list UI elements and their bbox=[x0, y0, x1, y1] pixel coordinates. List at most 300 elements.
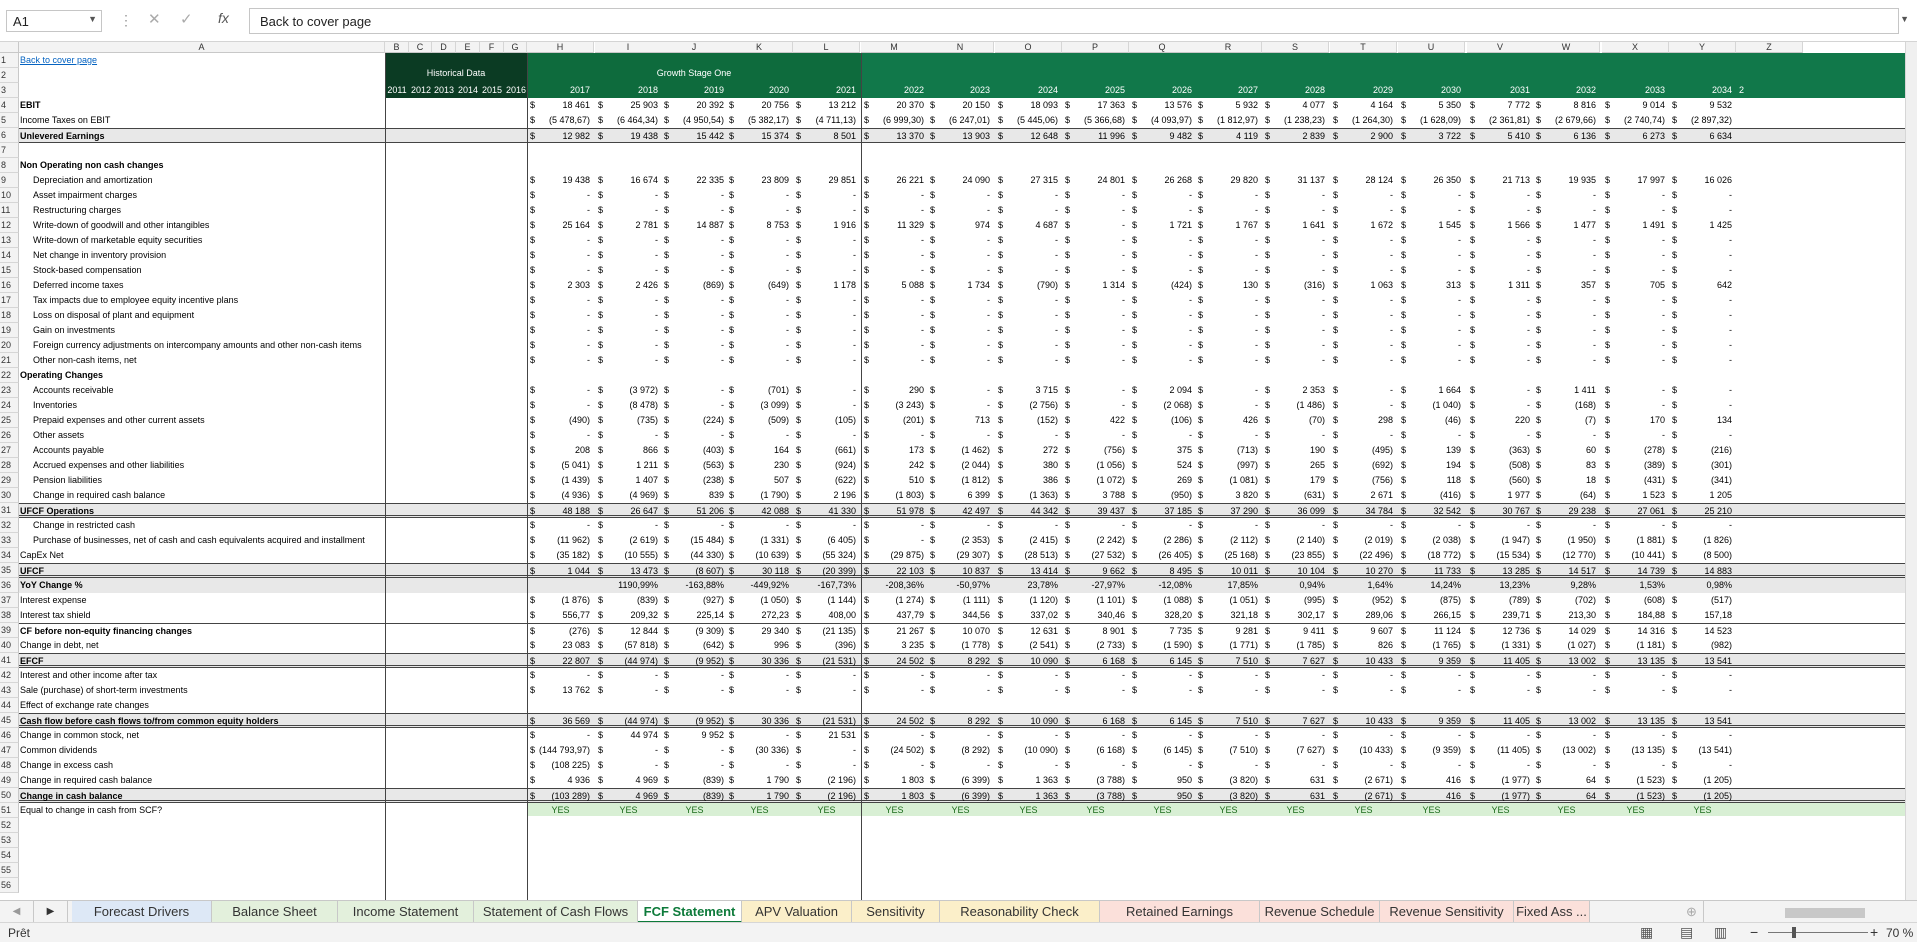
value-cell[interactable]: (1 363) bbox=[1029, 490, 1058, 500]
value-cell[interactable]: 1 211 bbox=[636, 460, 658, 470]
value-cell[interactable]: - bbox=[1458, 325, 1461, 335]
value-cell[interactable]: 83 bbox=[1585, 460, 1596, 470]
value-cell[interactable]: - bbox=[786, 340, 789, 350]
value-cell[interactable]: -12,08% bbox=[1158, 580, 1192, 590]
sheet-tab[interactable]: Balance Sheet bbox=[212, 901, 338, 923]
value-cell[interactable]: - bbox=[1055, 760, 1058, 770]
row-number[interactable]: 34 bbox=[0, 548, 19, 563]
value-cell[interactable]: (1 523) bbox=[1636, 791, 1665, 801]
value-cell[interactable]: 4 969 bbox=[635, 791, 658, 801]
sheet-tab[interactable]: APV Valuation bbox=[742, 901, 852, 923]
value-cell[interactable]: (924) bbox=[834, 460, 856, 470]
value-cell[interactable]: - bbox=[1255, 520, 1258, 530]
column-header-y[interactable]: Y bbox=[1669, 42, 1736, 53]
value-cell[interactable]: 157,18 bbox=[1704, 610, 1732, 620]
value-cell[interactable]: (9 952) bbox=[695, 656, 724, 666]
value-cell[interactable]: - bbox=[1390, 205, 1393, 215]
value-cell[interactable]: 10 070 bbox=[962, 626, 990, 636]
value-cell[interactable]: - bbox=[1122, 340, 1125, 350]
value-cell[interactable]: (508) bbox=[1508, 460, 1530, 470]
value-cell[interactable]: - bbox=[1527, 340, 1530, 350]
value-cell[interactable]: - bbox=[1255, 250, 1258, 260]
page-layout-icon[interactable]: ▤ bbox=[1680, 924, 1694, 940]
value-cell[interactable]: - bbox=[1055, 520, 1058, 530]
value-cell[interactable]: - bbox=[1322, 670, 1325, 680]
value-cell[interactable]: - bbox=[1255, 355, 1258, 365]
row-number[interactable]: 24 bbox=[0, 398, 19, 413]
row-number[interactable]: 33 bbox=[0, 533, 19, 548]
value-cell[interactable]: - bbox=[1593, 760, 1596, 770]
value-cell[interactable]: 64 bbox=[1585, 775, 1596, 785]
value-cell[interactable]: 11 329 bbox=[897, 220, 924, 230]
value-cell[interactable]: 1 721 bbox=[1169, 220, 1192, 230]
value-cell[interactable]: - bbox=[1729, 730, 1732, 740]
row-number[interactable]: 7 bbox=[0, 143, 19, 158]
value-cell[interactable]: 16 674 bbox=[630, 175, 658, 185]
value-cell[interactable]: - bbox=[786, 430, 789, 440]
value-cell[interactable]: (875) bbox=[1439, 595, 1461, 605]
value-cell[interactable]: - bbox=[1255, 340, 1258, 350]
value-cell[interactable]: - bbox=[1390, 190, 1393, 200]
value-cell[interactable]: - bbox=[1055, 250, 1058, 260]
row-label[interactable]: Sale (purchase) of short-term investments bbox=[20, 685, 188, 695]
row-label[interactable]: YoY Change % bbox=[20, 580, 83, 590]
value-cell[interactable]: - bbox=[1055, 235, 1058, 245]
row-label[interactable]: Interest tax shield bbox=[20, 610, 91, 620]
value-cell[interactable]: 25 903 bbox=[630, 100, 658, 110]
value-cell[interactable]: 1 803 bbox=[901, 775, 924, 785]
value-cell[interactable]: 631 bbox=[1309, 775, 1325, 785]
row-number[interactable]: 48 bbox=[0, 758, 19, 773]
value-cell[interactable]: (4 969) bbox=[629, 490, 658, 500]
column-header-p[interactable]: P bbox=[1062, 42, 1129, 53]
value-cell[interactable]: 14 523 bbox=[1704, 626, 1732, 636]
value-cell[interactable]: 1 311 bbox=[1508, 280, 1530, 290]
value-cell[interactable]: - bbox=[1458, 310, 1461, 320]
value-cell[interactable]: 839 bbox=[708, 490, 724, 500]
value-cell[interactable]: (2 019) bbox=[1364, 535, 1393, 545]
value-cell[interactable]: (15 534) bbox=[1496, 550, 1530, 560]
value-cell[interactable]: (735) bbox=[636, 415, 658, 425]
value-cell[interactable]: - bbox=[655, 520, 658, 530]
value-cell[interactable]: (1 462) bbox=[961, 445, 990, 455]
value-cell[interactable]: - bbox=[921, 310, 924, 320]
value-cell[interactable]: (1 181) bbox=[1636, 640, 1665, 650]
value-cell[interactable]: - bbox=[1122, 235, 1125, 245]
value-cell[interactable]: 1 407 bbox=[635, 475, 658, 485]
row-label[interactable] bbox=[19, 833, 384, 848]
value-cell[interactable]: - bbox=[1322, 730, 1325, 740]
column-header-h[interactable]: H bbox=[527, 42, 594, 53]
value-cell[interactable]: 302,17 bbox=[1297, 610, 1325, 620]
value-cell[interactable]: 1 425 bbox=[1709, 220, 1732, 230]
value-cell[interactable]: - bbox=[587, 340, 590, 350]
value-cell[interactable]: - bbox=[1662, 760, 1665, 770]
value-cell[interactable]: - bbox=[1593, 250, 1596, 260]
zoom-slider[interactable] bbox=[1768, 932, 1868, 933]
value-cell[interactable]: (1 486) bbox=[1296, 400, 1325, 410]
value-cell[interactable]: - bbox=[987, 670, 990, 680]
value-cell[interactable]: - bbox=[1122, 220, 1125, 230]
value-cell[interactable]: - bbox=[1189, 310, 1192, 320]
value-cell[interactable]: 22 335 bbox=[696, 175, 724, 185]
value-cell[interactable]: 4 119 bbox=[1236, 131, 1258, 141]
value-cell[interactable]: 2 671 bbox=[1370, 490, 1393, 500]
value-cell[interactable]: - bbox=[721, 430, 724, 440]
value-cell[interactable]: 170 bbox=[1649, 415, 1665, 425]
next-sheet-icon[interactable]: ▶ bbox=[34, 901, 68, 923]
value-cell[interactable]: 1 044 bbox=[567, 566, 590, 576]
value-cell[interactable]: - bbox=[1322, 685, 1325, 695]
value-cell[interactable]: - bbox=[1458, 670, 1461, 680]
row-label[interactable]: Inventories bbox=[33, 400, 78, 410]
value-cell[interactable]: - bbox=[786, 235, 789, 245]
value-cell[interactable]: 0,94% bbox=[1299, 580, 1325, 590]
value-cell[interactable]: -208,36% bbox=[885, 580, 924, 590]
value-cell[interactable]: - bbox=[1527, 385, 1530, 395]
value-cell[interactable]: - bbox=[1390, 325, 1393, 335]
row-number[interactable]: 32 bbox=[0, 518, 19, 533]
value-cell[interactable]: 1 411 bbox=[1574, 385, 1596, 395]
value-cell[interactable]: (21 531) bbox=[822, 656, 856, 666]
value-cell[interactable]: (839) bbox=[702, 775, 724, 785]
value-cell[interactable]: - bbox=[1527, 670, 1530, 680]
value-cell[interactable]: (1 264,30) bbox=[1351, 115, 1393, 125]
row-number[interactable]: 19 bbox=[0, 323, 19, 338]
value-cell[interactable]: YES bbox=[1693, 805, 1712, 815]
row-number[interactable]: 26 bbox=[0, 428, 19, 443]
value-cell[interactable]: - bbox=[1593, 205, 1596, 215]
value-cell[interactable]: 225,14 bbox=[696, 610, 724, 620]
value-cell[interactable]: (1 274) bbox=[895, 595, 924, 605]
value-cell[interactable]: - bbox=[1593, 325, 1596, 335]
value-cell[interactable]: - bbox=[853, 265, 856, 275]
value-cell[interactable]: - bbox=[1662, 295, 1665, 305]
value-cell[interactable]: (389) bbox=[1643, 460, 1665, 470]
value-cell[interactable]: 408,00 bbox=[828, 610, 856, 620]
value-cell[interactable]: (35 182) bbox=[556, 550, 590, 560]
value-cell[interactable]: - bbox=[1527, 310, 1530, 320]
value-cell[interactable]: 23 083 bbox=[562, 640, 590, 650]
value-cell[interactable]: - bbox=[1662, 205, 1665, 215]
row-number[interactable]: 21 bbox=[0, 353, 19, 368]
horizontal-scrollbar[interactable] bbox=[1745, 901, 1905, 923]
value-cell[interactable]: 1 790 bbox=[766, 791, 789, 801]
value-cell[interactable]: (1 812) bbox=[961, 475, 990, 485]
value-cell[interactable]: (10 639) bbox=[755, 550, 789, 560]
value-cell[interactable]: (5 445,06) bbox=[1016, 115, 1058, 125]
value-cell[interactable]: 239,71 bbox=[1502, 610, 1530, 620]
value-cell[interactable]: - bbox=[853, 760, 856, 770]
value-cell[interactable]: 6 399 bbox=[967, 490, 990, 500]
value-cell[interactable]: (1 812,97) bbox=[1216, 115, 1258, 125]
value-cell[interactable]: (10 433) bbox=[1359, 745, 1393, 755]
value-cell[interactable]: (1 205) bbox=[1703, 791, 1732, 801]
sheet-tab[interactable]: Reasonability Check bbox=[940, 901, 1100, 923]
value-cell[interactable]: (839) bbox=[702, 791, 724, 801]
value-cell[interactable]: - bbox=[1458, 295, 1461, 305]
row-number[interactable]: 37 bbox=[0, 593, 19, 608]
value-cell[interactable]: - bbox=[587, 235, 590, 245]
value-cell[interactable]: - bbox=[1255, 265, 1258, 275]
value-cell[interactable]: 11 733 bbox=[1434, 566, 1461, 576]
value-cell[interactable]: 1 790 bbox=[766, 775, 789, 785]
value-cell[interactable]: 44 342 bbox=[1030, 506, 1058, 516]
value-cell[interactable]: - bbox=[987, 760, 990, 770]
value-cell[interactable]: 27 061 bbox=[1637, 506, 1665, 516]
value-cell[interactable]: 556,77 bbox=[562, 610, 590, 620]
zoom-level[interactable]: 70 % bbox=[1886, 926, 1914, 940]
column-header-m[interactable]: M bbox=[861, 42, 928, 53]
value-cell[interactable]: 17,85% bbox=[1227, 580, 1258, 590]
value-cell[interactable]: (23 855) bbox=[1291, 550, 1325, 560]
value-cell[interactable]: - bbox=[721, 685, 724, 695]
value-cell[interactable]: (4 936) bbox=[561, 490, 590, 500]
row-label[interactable]: Accrued expenses and other liabilities bbox=[33, 460, 185, 470]
value-cell[interactable]: - bbox=[1527, 295, 1530, 305]
value-cell[interactable]: (3 099) bbox=[760, 400, 789, 410]
value-cell[interactable]: 6 145 bbox=[1169, 656, 1192, 666]
value-cell[interactable]: 13 541 bbox=[1704, 656, 1732, 666]
value-cell[interactable]: - bbox=[1729, 295, 1732, 305]
value-cell[interactable]: (144 793,97) bbox=[538, 745, 590, 755]
value-cell[interactable]: (24 502) bbox=[890, 745, 924, 755]
value-cell[interactable]: 10 011 bbox=[1231, 566, 1258, 576]
value-cell[interactable]: - bbox=[921, 685, 924, 695]
value-cell[interactable]: - bbox=[587, 250, 590, 260]
sheet-tab[interactable]: Revenue Schedule bbox=[1260, 901, 1380, 923]
value-cell[interactable]: (2 756) bbox=[1029, 400, 1058, 410]
row-label[interactable]: Other non-cash items, net bbox=[33, 355, 137, 365]
row-number[interactable]: 27 bbox=[0, 443, 19, 458]
row-label[interactable]: Income Taxes on EBIT bbox=[20, 115, 111, 125]
value-cell[interactable]: - bbox=[655, 265, 658, 275]
value-cell[interactable]: - bbox=[587, 355, 590, 365]
value-cell[interactable]: (3 243) bbox=[895, 400, 924, 410]
column-header-g[interactable]: G bbox=[504, 42, 527, 53]
row-label[interactable]: Stock-based compensation bbox=[33, 265, 142, 275]
value-cell[interactable]: 19 935 bbox=[1568, 175, 1596, 185]
value-cell[interactable]: 18 bbox=[1585, 475, 1596, 485]
value-cell[interactable]: 10 090 bbox=[1030, 656, 1058, 666]
value-cell[interactable]: 30 336 bbox=[761, 656, 789, 666]
value-cell[interactable]: - bbox=[1390, 685, 1393, 695]
value-cell[interactable]: (15 484) bbox=[690, 535, 724, 545]
row-label[interactable]: Depreciation and amortization bbox=[33, 175, 153, 185]
column-header-v[interactable]: V bbox=[1467, 42, 1534, 53]
back-to-cover-link[interactable]: Back to cover page bbox=[20, 55, 98, 65]
row-number[interactable]: 47 bbox=[0, 743, 19, 758]
row-number[interactable]: 29 bbox=[0, 473, 19, 488]
value-cell[interactable]: 313 bbox=[1445, 280, 1461, 290]
value-cell[interactable]: - bbox=[1390, 265, 1393, 275]
value-cell[interactable]: (9 359) bbox=[1432, 745, 1461, 755]
value-cell[interactable]: (8 292) bbox=[961, 745, 990, 755]
row-label[interactable]: Accounts receivable bbox=[33, 385, 114, 395]
value-cell[interactable]: - bbox=[1729, 205, 1732, 215]
value-cell[interactable]: - bbox=[1593, 295, 1596, 305]
value-cell[interactable]: 48 188 bbox=[562, 506, 590, 516]
value-cell[interactable]: (608) bbox=[1643, 595, 1665, 605]
value-cell[interactable]: (3 788) bbox=[1096, 775, 1125, 785]
value-cell[interactable]: (1 111) bbox=[962, 595, 990, 605]
value-cell[interactable]: - bbox=[1390, 520, 1393, 530]
row-number[interactable]: 36 bbox=[0, 578, 19, 593]
row-label[interactable] bbox=[19, 878, 384, 893]
value-cell[interactable]: 17 997 bbox=[1637, 175, 1665, 185]
value-cell[interactable]: 30 118 bbox=[762, 566, 789, 576]
column-header-b[interactable]: B bbox=[385, 42, 409, 53]
value-cell[interactable]: - bbox=[587, 265, 590, 275]
row-label[interactable]: Unlevered Earnings bbox=[20, 131, 105, 141]
value-cell[interactable]: -163,88% bbox=[685, 580, 724, 590]
value-cell[interactable]: - bbox=[1189, 235, 1192, 245]
value-cell[interactable]: (661) bbox=[834, 445, 856, 455]
name-box[interactable] bbox=[6, 10, 102, 32]
value-cell[interactable]: 242 bbox=[908, 460, 924, 470]
value-cell[interactable]: (6 247,01) bbox=[948, 115, 990, 125]
value-cell[interactable]: YES bbox=[1354, 805, 1373, 815]
row-number[interactable]: 22 bbox=[0, 368, 19, 383]
column-header-i[interactable]: I bbox=[595, 42, 662, 53]
value-cell[interactable]: - bbox=[587, 400, 590, 410]
value-cell[interactable]: - bbox=[853, 355, 856, 365]
row-number[interactable]: 41 bbox=[0, 653, 19, 668]
value-cell[interactable]: - bbox=[655, 250, 658, 260]
value-cell[interactable]: (1 072) bbox=[1096, 475, 1125, 485]
value-cell[interactable]: (563) bbox=[702, 460, 724, 470]
value-cell[interactable]: 357 bbox=[1580, 280, 1596, 290]
value-cell[interactable]: 32 542 bbox=[1433, 506, 1461, 516]
value-cell[interactable]: 6 168 bbox=[1102, 656, 1125, 666]
value-cell[interactable]: - bbox=[921, 670, 924, 680]
value-cell[interactable]: 826 bbox=[1377, 640, 1393, 650]
value-cell[interactable]: 337,02 bbox=[1030, 610, 1058, 620]
value-cell[interactable]: 173 bbox=[908, 445, 924, 455]
value-cell[interactable]: - bbox=[786, 310, 789, 320]
value-cell[interactable]: - bbox=[1662, 190, 1665, 200]
value-cell[interactable]: - bbox=[1390, 355, 1393, 365]
value-cell[interactable]: - bbox=[587, 520, 590, 530]
value-cell[interactable]: - bbox=[1122, 190, 1125, 200]
value-cell[interactable]: 13 370 bbox=[896, 131, 924, 141]
value-cell[interactable]: (5 366,68) bbox=[1083, 115, 1125, 125]
value-cell[interactable]: - bbox=[1593, 670, 1596, 680]
chevron-down-icon[interactable]: ▼ bbox=[88, 14, 97, 24]
value-cell[interactable]: 8 292 bbox=[967, 656, 990, 666]
row-label[interactable]: Net change in inventory provision bbox=[33, 250, 167, 260]
value-cell[interactable]: - bbox=[987, 295, 990, 305]
sheet-tab[interactable]: Revenue Sensitivity bbox=[1380, 901, 1514, 923]
value-cell[interactable]: - bbox=[921, 520, 924, 530]
value-cell[interactable]: - bbox=[721, 745, 724, 755]
value-cell[interactable]: (2 671) bbox=[1364, 775, 1393, 785]
value-cell[interactable]: 2 426 bbox=[635, 280, 658, 290]
value-cell[interactable]: 4 164 bbox=[1370, 100, 1393, 110]
row-number[interactable]: 45 bbox=[0, 713, 19, 728]
value-cell[interactable]: (2 897,32) bbox=[1690, 115, 1732, 125]
value-cell[interactable]: - bbox=[1729, 520, 1732, 530]
value-cell[interactable]: (1 771) bbox=[1229, 640, 1258, 650]
value-cell[interactable]: 208 bbox=[574, 445, 590, 455]
value-cell[interactable]: 1 545 bbox=[1438, 220, 1461, 230]
value-cell[interactable]: (22 496) bbox=[1359, 550, 1393, 560]
value-cell[interactable]: (9 309) bbox=[695, 626, 724, 636]
value-cell[interactable]: - bbox=[1122, 760, 1125, 770]
column-header-k[interactable]: K bbox=[726, 42, 793, 53]
value-cell[interactable]: - bbox=[655, 685, 658, 695]
value-cell[interactable]: - bbox=[1189, 670, 1192, 680]
value-cell[interactable]: 13 762 bbox=[562, 685, 590, 695]
value-cell[interactable]: (2 619) bbox=[629, 535, 658, 545]
value-cell[interactable]: - bbox=[987, 235, 990, 245]
row-number[interactable]: 55 bbox=[0, 863, 19, 878]
value-cell[interactable]: - bbox=[921, 235, 924, 245]
value-cell[interactable]: (5 041) bbox=[561, 460, 590, 470]
value-cell[interactable]: (1 977) bbox=[1501, 775, 1530, 785]
value-cell[interactable]: - bbox=[587, 385, 590, 395]
value-cell[interactable]: (108 225) bbox=[551, 760, 590, 770]
value-cell[interactable]: (2 740,74) bbox=[1623, 115, 1665, 125]
value-cell[interactable]: (6 399) bbox=[961, 775, 990, 785]
value-cell[interactable] bbox=[527, 578, 594, 593]
value-cell[interactable]: - bbox=[1255, 400, 1258, 410]
row-number[interactable]: 31 bbox=[0, 503, 19, 518]
value-cell[interactable]: 272,23 bbox=[761, 610, 789, 620]
value-cell[interactable]: 14 739 bbox=[1637, 566, 1665, 576]
value-cell[interactable]: (278) bbox=[1643, 445, 1665, 455]
column-header-n[interactable]: N bbox=[927, 42, 994, 53]
value-cell[interactable]: - bbox=[853, 250, 856, 260]
value-cell[interactable]: (997) bbox=[1236, 460, 1258, 470]
column-header-j[interactable]: J bbox=[661, 42, 728, 53]
column-header-f[interactable]: F bbox=[480, 42, 504, 53]
value-cell[interactable]: (11 405) bbox=[1497, 745, 1530, 755]
prev-sheet-icon[interactable]: ◀ bbox=[0, 901, 34, 923]
value-cell[interactable]: - bbox=[853, 340, 856, 350]
value-cell[interactable]: - bbox=[1458, 520, 1461, 530]
row-label[interactable]: Other assets bbox=[33, 430, 85, 440]
value-cell[interactable]: (1 590) bbox=[1163, 640, 1192, 650]
value-cell[interactable]: - bbox=[1527, 325, 1530, 335]
value-cell[interactable]: - bbox=[655, 745, 658, 755]
row-number[interactable]: 6 bbox=[0, 128, 19, 143]
value-cell[interactable]: 2 839 bbox=[1302, 131, 1325, 141]
value-cell[interactable]: - bbox=[1729, 760, 1732, 770]
value-cell[interactable]: - bbox=[786, 250, 789, 260]
value-cell[interactable]: 344,56 bbox=[962, 610, 990, 620]
row-label[interactable] bbox=[19, 848, 384, 863]
value-cell[interactable]: - bbox=[1458, 205, 1461, 215]
value-cell[interactable]: - bbox=[1189, 355, 1192, 365]
value-cell[interactable]: - bbox=[721, 340, 724, 350]
row-number[interactable]: 2 bbox=[0, 68, 19, 83]
value-cell[interactable]: 20 392 bbox=[696, 100, 724, 110]
value-cell[interactable]: 23,78% bbox=[1027, 580, 1058, 590]
value-cell[interactable]: - bbox=[1527, 520, 1530, 530]
row-number[interactable]: 56 bbox=[0, 878, 19, 893]
value-cell[interactable]: - bbox=[853, 325, 856, 335]
value-cell[interactable]: - bbox=[921, 250, 924, 260]
value-cell[interactable]: (12 770) bbox=[1562, 550, 1596, 560]
value-cell[interactable]: - bbox=[655, 190, 658, 200]
value-cell[interactable]: (105) bbox=[834, 415, 856, 425]
value-cell[interactable]: (8 607) bbox=[695, 566, 724, 576]
value-cell[interactable]: - bbox=[853, 190, 856, 200]
value-cell[interactable]: (2 242) bbox=[1096, 535, 1125, 545]
value-cell[interactable]: (3 788) bbox=[1096, 791, 1125, 801]
value-cell[interactable]: 9,28% bbox=[1570, 580, 1596, 590]
